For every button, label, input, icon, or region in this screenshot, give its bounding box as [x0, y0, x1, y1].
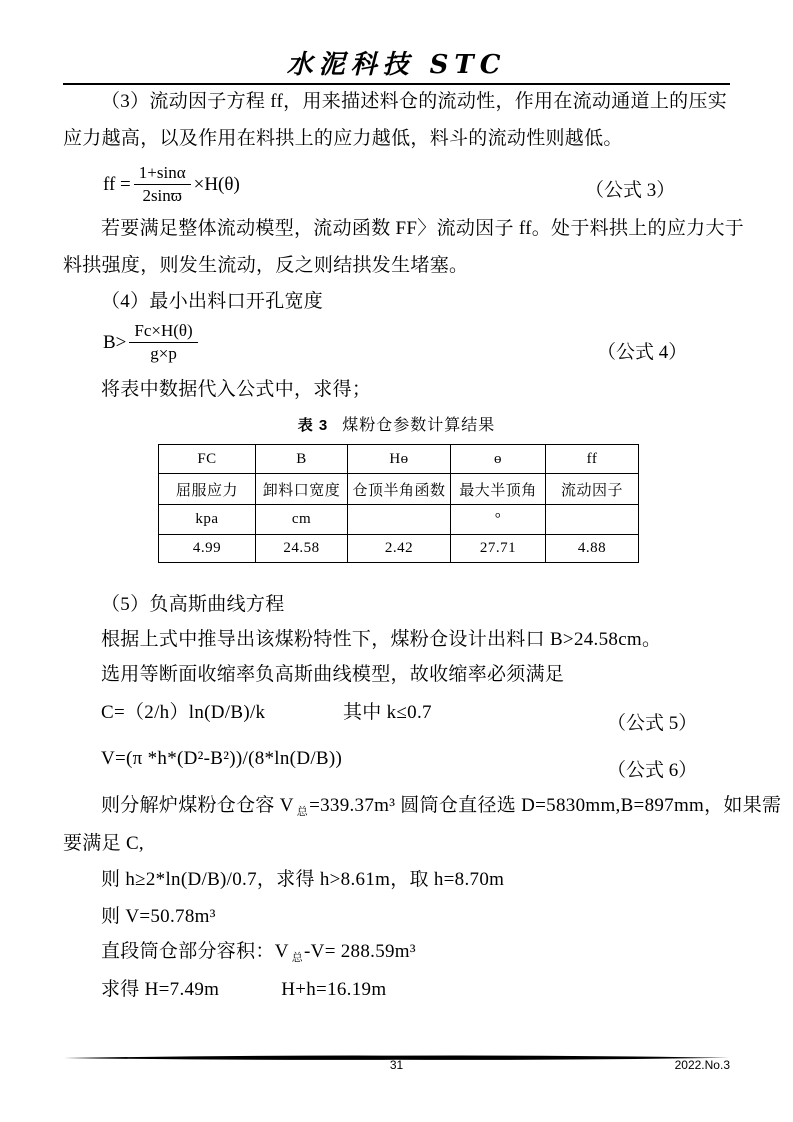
cell-name-half-angle-func: 仓顶半角函数 — [348, 474, 451, 505]
para-flow-line1: 若要满足整体流动模型，流动函数 FF〉流动因子 ff。处于料拱上的应力大于 — [101, 218, 745, 239]
para-flow-line2: 料拱强度，则发生流动，反之则结拱发生堵塞。 — [63, 255, 469, 276]
para-derive: 根据上式中推导出该煤粉特性下，煤粉仓设计出料口 B>24.58cm。 — [101, 629, 662, 650]
cell-name-outlet-width: 卸料口宽度 — [256, 474, 348, 505]
cell-value-fc: 4.99 — [159, 535, 256, 563]
para-result-left: 求得 H=7.49m — [101, 979, 220, 1000]
cell-unit-empty1 — [348, 505, 451, 535]
cell-symbol-htheta: Hө — [348, 445, 451, 474]
para-3-line1: （3）流动因子方程 ff，用来描述料仓的流动性，作用在流动通道上的压实 — [101, 91, 728, 112]
table-caption — [63, 412, 730, 435]
cell-unit-kpa: kpa — [159, 505, 256, 535]
formula-4-prefix: B> — [103, 331, 127, 353]
cell-name-yield-stress: 屈服应力 — [159, 474, 256, 505]
para-v: 则 V=50.78m³ — [101, 906, 216, 927]
cell-value-theta: 27.71 — [451, 535, 546, 563]
formula-4-denominator: g×p — [150, 344, 177, 363]
para-result-right: H+h=16.19m — [281, 979, 387, 1000]
formula-6-label: （公式 6） — [607, 760, 698, 781]
footer-issue: 2022.No.3 — [674, 1058, 730, 1072]
formula-3-fraction — [134, 163, 191, 206]
formula-3-prefix: ff = — [103, 173, 131, 195]
cell-unit-cm: cm — [256, 505, 348, 535]
journal-title: 水泥科技 STC — [286, 50, 507, 80]
cell-value-b: 24.58 — [256, 535, 348, 563]
cell-name-max-half-angle: 最大半顶角 — [451, 474, 546, 505]
para-h: 则 h≥2*ln(D/B)/0.7，求得 h>8.61m，取 h=8.70m — [101, 869, 505, 890]
cell-symbol-fc: FC — [159, 445, 256, 474]
formula-3-label: （公式 3） — [585, 180, 676, 201]
para-cylinder-post: -V= 288.59m³ — [304, 941, 416, 962]
para-result — [63, 979, 768, 1001]
para-cylinder-pre: 直段筒仓部分容积：V — [101, 941, 289, 962]
cell-name-flow-factor: 流动因子 — [546, 474, 639, 505]
table-row-values — [159, 535, 639, 563]
formula-4-fraction — [129, 321, 197, 364]
footer-rule — [63, 1049, 730, 1057]
cell-symbol-theta: ө — [451, 445, 546, 474]
footer-page-number: 31 — [389, 1058, 404, 1072]
cell-symbol-ff: ff — [546, 445, 639, 474]
table-row-names — [159, 474, 639, 505]
para-volume-subscript: 总 — [296, 806, 309, 818]
heading-4: （4）最小出料口开孔宽度 — [101, 291, 324, 312]
para-volume-line1 — [63, 795, 782, 819]
para-volume-pre: 则分解炉煤粉仓仓容 V — [101, 795, 294, 816]
header-rule — [63, 83, 730, 85]
formula-5-condition: 其中 k≤0.7 — [343, 702, 432, 723]
formula-3-denominator: 2sinϖ — [142, 186, 182, 205]
table-caption-text: 煤粉仓参数计算结果 — [342, 417, 496, 434]
formula-5-label: （公式 5） — [607, 713, 698, 734]
table-row-symbols — [159, 445, 639, 474]
cell-unit-degree: ° — [451, 505, 546, 535]
para-cylinder — [63, 941, 768, 965]
table-caption-number: 表 3 — [297, 417, 329, 434]
para-volume-post: =339.37m³ 圆筒仓直径选 D=5830mm,B=897mm，如果需 — [309, 795, 782, 816]
cell-value-htheta: 2.42 — [348, 535, 451, 563]
para-cylinder-subscript: 总 — [291, 952, 304, 964]
formula-5-body: C=（2/h）ln(D/B)/k — [101, 702, 266, 723]
formula-3-suffix: ×H(θ) — [193, 173, 240, 195]
para-substitute: 将表中数据代入公式中，求得； — [101, 379, 372, 400]
heading-5: （5）负高斯曲线方程 — [101, 594, 285, 615]
cell-unit-empty2 — [546, 505, 639, 535]
formula-3-numerator: 1+sinα — [134, 163, 191, 185]
para-volume-line2: 要满足 C, — [63, 833, 144, 854]
cell-value-ff: 4.88 — [546, 535, 639, 563]
para-3-line2: 应力越高，以及作用在料拱上的应力越低，料斗的流动性则越低。 — [63, 128, 623, 149]
formula-6-body: V=(π *h*(D²-B²))/(8*ln(D/B)) — [101, 748, 343, 769]
parameters-table — [158, 444, 639, 563]
table-wrapper — [63, 444, 730, 563]
cell-symbol-b: B — [256, 445, 348, 474]
formula-4-numerator: Fc×H(θ) — [129, 321, 197, 343]
table-row-units — [159, 505, 639, 535]
formula-4-label: （公式 4） — [597, 342, 688, 363]
para-model: 选用等断面收缩率负高斯曲线模型，故收缩率必须满足 — [101, 664, 565, 685]
